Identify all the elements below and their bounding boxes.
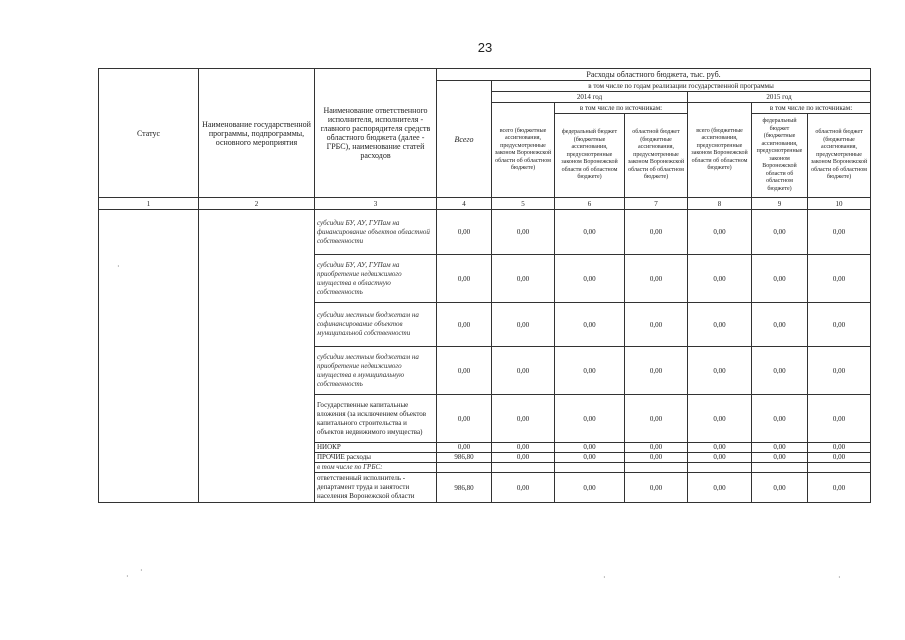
value-cell: 0,00 xyxy=(555,347,625,395)
value-cell: 0,00 xyxy=(688,395,752,443)
value-cell: 0,00 xyxy=(808,473,871,503)
value-cell: 0,00 xyxy=(688,210,752,255)
header-col-7: областной бюджет (бюджетные ассигнования, предусмотренные законом Воронежской области об областном бюджете) xyxy=(625,114,688,198)
value-cell: 0,00 xyxy=(437,347,492,395)
other-expenses-label: ПРОЧИЕ расходы xyxy=(315,453,437,463)
value-cell: 0,00 xyxy=(555,473,625,503)
row-description: субсидии местным бюджетам на софинансирование объектов муниципальной собственности xyxy=(315,303,437,347)
column-number: 1 xyxy=(99,198,199,210)
column-number: 7 xyxy=(625,198,688,210)
value-cell: 0,00 xyxy=(625,453,688,463)
value-cell: 0,00 xyxy=(688,303,752,347)
status-cell xyxy=(99,210,199,503)
value-cell: 0,00 xyxy=(492,453,555,463)
header-col-5: всего (бюджетные ассигнования, предусмотренные законом Воронежской области об областном бюджете) xyxy=(492,103,555,198)
value-cell: 0,00 xyxy=(752,453,808,463)
value-cell: 0,00 xyxy=(808,453,871,463)
header-status: Статус xyxy=(99,69,199,198)
value-cell: 0,00 xyxy=(555,303,625,347)
column-number: 8 xyxy=(688,198,752,210)
value-cell: 0,00 xyxy=(688,443,752,453)
row-description: субсидии местным бюджетам на приобретение недвижимого имущества в муниципальную собственность xyxy=(315,347,437,395)
value-cell: 0,00 xyxy=(808,303,871,347)
header-col-9: федеральный бюджет (бюджетные ассигнования, предусмотренные законом Воронежской области об областном бюджете) xyxy=(752,114,808,198)
scan-speck: · xyxy=(140,566,143,575)
column-number: 10 xyxy=(808,198,871,210)
value-cell: 0,00 xyxy=(625,255,688,303)
scan-speck: · xyxy=(117,262,120,271)
value-cell: 0,00 xyxy=(437,443,492,453)
niokr-label: НИОКР xyxy=(315,443,437,453)
column-number: 9 xyxy=(752,198,808,210)
header-expenses-title: Расходы областного бюджета, тыс. руб. xyxy=(437,69,871,81)
table-row xyxy=(99,210,871,255)
value-cell: 0,00 xyxy=(555,210,625,255)
column-number: 6 xyxy=(555,198,625,210)
value-cell: 0,00 xyxy=(808,395,871,443)
value-cell: 0,00 xyxy=(688,453,752,463)
header-executor-name: Наименование ответственного исполнителя, исполнителя - главного распорядителя средств областного бюджета (далее - ГРБС), наименование статей расходов xyxy=(315,69,437,198)
value-cell: 0,00 xyxy=(808,347,871,395)
value-cell: 0,00 xyxy=(437,395,492,443)
program-cell xyxy=(199,210,315,503)
value-cell: 0,00 xyxy=(625,347,688,395)
value-cell: 0,00 xyxy=(752,303,808,347)
value-cell: 0,00 xyxy=(437,210,492,255)
value-cell: 0,00 xyxy=(808,255,871,303)
value-cell: 0,00 xyxy=(555,453,625,463)
column-number: 4 xyxy=(437,198,492,210)
value-cell: 0,00 xyxy=(752,347,808,395)
header-total: Всего xyxy=(437,81,492,198)
value-cell: 0,00 xyxy=(752,443,808,453)
column-number-row xyxy=(99,198,871,210)
value-cell: 0,00 xyxy=(688,473,752,503)
value-cell: 0,00 xyxy=(492,443,555,453)
column-number: 5 xyxy=(492,198,555,210)
value-cell: 0,00 xyxy=(492,473,555,503)
value-cell: 0,00 xyxy=(808,210,871,255)
scan-speck: · xyxy=(838,573,841,582)
value-cell: 0,00 xyxy=(688,255,752,303)
scan-speck: · xyxy=(126,572,129,581)
value-cell: 0,00 xyxy=(808,443,871,453)
scan-speck: · xyxy=(603,573,606,582)
header-by-years: в том числе по годам реализации государственной программы xyxy=(492,81,871,92)
header-by-sources-2014: в том числе по источникам: xyxy=(555,103,688,114)
value-cell: 0,00 xyxy=(625,395,688,443)
value-cell: 0,00 xyxy=(752,473,808,503)
row-description: субсидии БУ, АУ, ГУПам на приобретение недвижимого имущества в областную собственность xyxy=(315,255,437,303)
header-col-8: всего (бюджетные ассигнования, предусмотренные законом Воронежской области об областном бюджете) xyxy=(688,103,752,198)
header-year-2015: 2015 год xyxy=(688,92,871,103)
value-cell: 0,00 xyxy=(492,347,555,395)
executor-label: ответственный исполнитель - департамент труда и занятости населения Воронежской области xyxy=(315,473,437,503)
header-program-name: Наименование государственной программы, подпрограммы, основного мероприятия xyxy=(199,69,315,198)
value-cell: 0,00 xyxy=(492,255,555,303)
value-cell: 0,00 xyxy=(752,210,808,255)
value-cell: 0,00 xyxy=(752,255,808,303)
value-cell: 0,00 xyxy=(625,443,688,453)
value-cell: 0,00 xyxy=(437,255,492,303)
column-number: 2 xyxy=(199,198,315,210)
value-cell: 0,00 xyxy=(555,395,625,443)
value-cell: 0,00 xyxy=(492,210,555,255)
header-year-2014: 2014 год xyxy=(492,92,688,103)
value-cell: 0,00 xyxy=(752,395,808,443)
grbs-label: в том числе по ГРБС: xyxy=(315,463,437,473)
row-description: Государственные капитальные вложения (за исключением объектов капитального строительства и объектов недвижимого имущества) xyxy=(315,395,437,443)
page-number: 23 xyxy=(477,40,493,55)
value-cell: 0,00 xyxy=(688,347,752,395)
value-cell: 0,00 xyxy=(437,303,492,347)
value-cell: 0,00 xyxy=(492,395,555,443)
value-cell: 986,80 xyxy=(437,473,492,503)
header-by-sources-2015: в том числе по источникам: xyxy=(752,103,871,114)
value-cell: 0,00 xyxy=(555,443,625,453)
header-col-10: областной бюджет (бюджетные ассигнования, предусмотренные законом Воронежской области об областном бюджете) xyxy=(808,114,871,198)
value-cell: 0,00 xyxy=(492,303,555,347)
row-description: субсидии БУ, АУ, ГУПам на финансирование объектов областной собственности xyxy=(315,210,437,255)
value-cell: 0,00 xyxy=(625,210,688,255)
header-col-6: федеральный бюджет (бюджетные ассигнования, предусмотренные законом Воронежской области об областном бюджете) xyxy=(555,114,625,198)
value-cell: 0,00 xyxy=(625,473,688,503)
budget-table xyxy=(98,68,871,503)
value-cell: 0,00 xyxy=(625,303,688,347)
value-cell: 0,00 xyxy=(555,255,625,303)
value-cell: 986,80 xyxy=(437,453,492,463)
column-number: 3 xyxy=(315,198,437,210)
